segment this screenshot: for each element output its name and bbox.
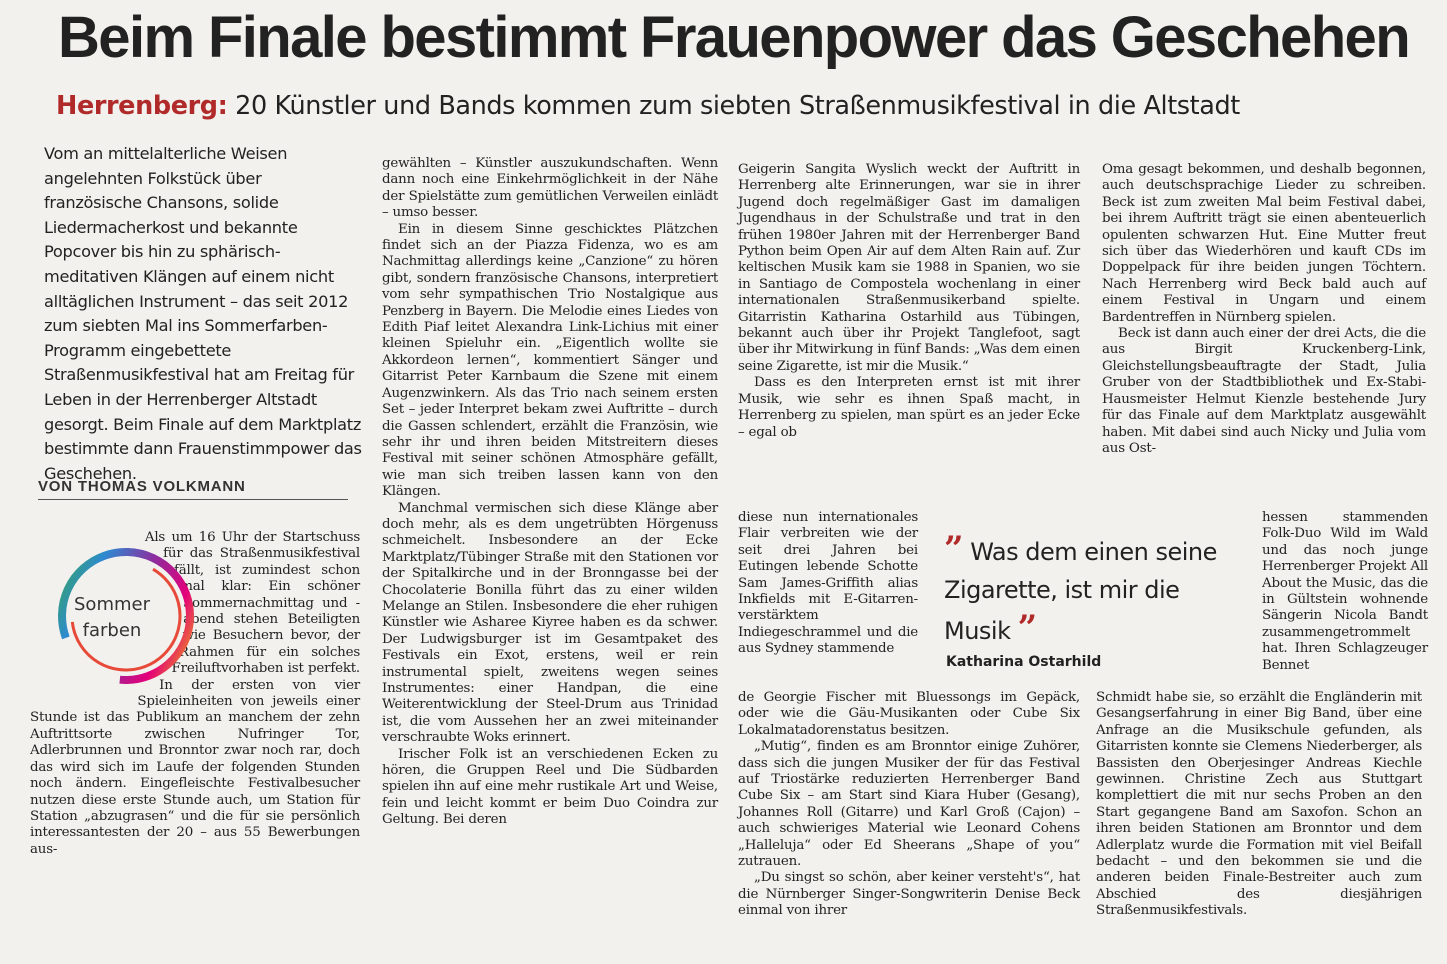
subhead-place: Herrenberg: [56, 91, 228, 121]
quote-author: Katharina Ostarhild [946, 654, 1102, 670]
column-4-top [1102, 162, 1426, 457]
paragraph: Dass es den Interpreten ernst ist mit ihrer Musik, wie sehr es ihnen Spaß macht, in Herrenberg zu spielen, man spürt es an jeder Ecke – egal ob [738, 375, 1080, 440]
paragraph: Beck ist dann auch einer der drei Acts, die die aus Birgit Kruckenberg-Link, Gleichstellungsbeauftragte der Stadt, Julia Gruber von der Stadtbibliothek und Ex-Stabi-Hausmeister Helmut Kienzle bestehende Jury für das Finale auf dem Marktplatz ausgewählt haben. Mit dabei sind auch Nicky und Julia vom aus Ost- [1102, 326, 1426, 456]
paragraph: „Du singst so schön, aber keiner versteht's“, hat die Nürnberger Singer-Songwriterin Denise Beck einmal von ihrer [738, 870, 1080, 919]
paragraph: „Mutig“, finden es am Bronntor einige Zuhörer, dass sich die jungen Musiker der für das Festival auf Triostärke reduzierten Herrenberger Band Cube Six – am Start sind Kiara Huber (Gesang), Johannes Roll (Gitarre) und Karl Groß (Cajon) – auch schwieriges Material wie Leonard Cohens „Halleluja“ oder Ed Sheerans „Shape of you“ zutrauen. [738, 739, 1080, 870]
subhead-text: 20 Künstler und Bands kommen zum siebten Straßenmusikfestival in die Altstadt [227, 91, 1240, 121]
column-2 [382, 156, 718, 829]
paragraph: Irischer Folk ist an verschiedenen Ecken zu hören, die Gruppen Reel und Die Südbarden spielen ihn auf eine mehr rustikale Art und Weise, fein und leicht kommt er beim Duo Coindra zur Geltung. Bei deren [382, 746, 718, 828]
column-4-narrow [1262, 510, 1428, 674]
paragraph: Manchmal vermischen sich diese Klänge aber doch mehr, als es dem ungetrübten Hörgenuss schmeichelt. Insbesondere an der Ecke Marktplatz/Tübinger Straße mit den Stationen vor der Spitalkirche und in der Bronngasse bei der Chocolaterie Bonilla führt das zu einer wilden Melange an Stilen. Insbesondere die eher ruhigen Künstler wie Asharee Kiyree haben es da schwer. Der Ludwigsburger ist im Gesamtpaket des Festivals ein Exot, erstens, weil er rein instrumental spielt, zweitens wegen seines Instrumentes: einer Handpan, die eine Weiterentwicklung der Steel-Drum aus Trinidad ist, die vom Aussehen her an zwei miteinander verschraubte Woks erinnert. [382, 500, 718, 746]
paragraph: Geigerin Sangita Wyslich weckt der Auftritt in Herrenberg alte Erinnerungen, war sie in ihrer Jugend doch regelmäßiger Gast im damaligen Jugendhaus in der Schulstraße und trat in den frühen 1980er Jahren mit der Herrenberger Band Python beim Open Air auf dem Alten Rain auf. Zur keltischen Musik kam sie 1988 in Spanien, wo sie in Santiago de Compostela wochenlang in einer internationalen Straßenmusikerband spielte. Gitarristin Katharina Ostarhild aus Tübingen, bekannt auch über ihr Projekt Tanglefoot, sagt über ihr Mitwirkung in fünf Bands: „Was dem einen seine Zigarette, ist mir die Musik.“ [738, 162, 1080, 374]
quote-text: Was dem einen seine Zigarette, ist mir die Musik [944, 538, 1217, 645]
logo-text-1: Sommer [74, 594, 150, 615]
column-3-bottom [738, 690, 1080, 920]
headline: Beim Finale bestimmt Frauenpower das Geschehen [58, 5, 1410, 70]
logo-text-2: farben [82, 620, 142, 641]
lead-paragraph: Vom an mittelalterliche Weisen angelehnten Folkstück über französische Chansons, solide Liedermacherkost und bekannte Popcover bis hin zu sphärisch-meditativen Klängen auf einem nicht alltäglichen Instrument – das seit 2012 zum siebten Mal ins Sommerfarben-Programm eingebettete Straßenmusikfestival hat am Freitag für Leben in der Herrenberger Altstadt gesorgt. Beim Finale auf dem Marktplatz bestimmte dann Frauenstimmpower das Geschehen. [44, 144, 362, 483]
quote-close-mark: ” [1017, 608, 1037, 648]
column-3-narrow [738, 510, 918, 658]
paragraph: de Georgie Fischer mit Bluessongs im Gepäck, oder wie die Gäu-Musikanten oder Cube Six Lokalmatadorenstatus besitzen. [738, 690, 1080, 738]
subheadline [56, 86, 1436, 126]
paragraph: Schmidt habe sie, so erzählt die Engländerin mit Gesangserfahrung in einer Big Band, über eine Anfrage an die Musikschule gefunden, als Gitarristen konnte sie Clemens Niederberger, als Bassisten den Oberjesinger Andreas Kiechle gewinnen. Christine Zech aus Stuttgart komplettiert die mit nur sechs Proben an den Start gegangene Band am Saxofon. Schon an ihren beiden Stationen am Bronntor und dem Adlerplatz wurde die Formation mit viel Beifall bedacht – und den bekommen sie und die anderen beiden Finale-Bestreiter auch zum Abschied des diesjährigen Straßenmusikfestivals. [1096, 690, 1422, 919]
pull-quote [944, 530, 1234, 650]
paragraph: Oma gesagt bekommen, und deshalb begonnen, auch deutschsprachige Lieder zu schreiben. Beck ist zum zweiten Mal beim Festival dabei, bei ihrem Auftritt trägt sie einen abenteuerlich opulenten schwarzen Hut. Eine Mutter freut sich über das Wiederhören und kauft CDs im Doppelpack für ihre beiden jungen Töchtern. Nach Herrenberg wird Beck bald auch auf einem Festival in Ungarn und einem Bardentreffen in Nürnberg spielen. [1102, 162, 1426, 325]
paragraph: diese nun internationales Flair verbreiten wie der seit drei Jahren bei Eutingen lebende Schotte Sam James-Griffith alias Inkfields mit E-Gitarren-verstärktem Indiegeschrammel und die aus Sydney stammende [738, 510, 918, 657]
sommerfarben-logo [52, 542, 200, 690]
quote-open-mark: ” [944, 529, 964, 569]
paragraph: gewählten – Künstler auszukundschaften. Wenn dann noch eine Einkehrmöglichkeit in der Nähe der Spielstätte zum gemütlichen Verweilen einlädt – umso besser. [382, 156, 718, 221]
paragraph: Ein in diesem Sinne geschicktes Plätzchen findet sich an der Piazza Fidenza, wo es am Nachmittag allerdings keine „Canzione“ zu hören gibt, sondern französische Chansons, interpretiert vom sehr sympathischen Trio Nostalgique aus Penzberg in Bayern. Die Melodie eines Liedes von Edith Piaf leitet Alexandra Link-Lichius mit einer kleinen Spieluhr ein. „Eigentlich wollte sie Akkordeon lernen“, kommentiert Sänger und Gitarrist Peter Karnbaum die Szene mit einem Augenzwinkern. Als das Trio nach seinem ersten Set – jeder Interpret bekam zwei Auftritte – durch die Gassen schlendert, erzählt die Französin, wie sehr ihr und ihren beiden Mitstreitern dieses Festival mit seiner schönen Atmosphäre gefällt, wie man sich treiben lassen kann von den Klängen. [382, 221, 718, 500]
byline: VON THOMAS VOLKMANN [38, 478, 348, 500]
column-3-top [738, 162, 1080, 441]
paragraph: hessen stammenden Folk-Duo Wild im Wald und das noch junge Herrenberger Projekt All About the Music, das die in Gültstein wohnende Sängerin Nicola Bandt zusammengetrommelt hat. Ihren Schlagzeuger Bennet [1262, 510, 1428, 673]
paragraph: Als um 16 Uhr der Startschuss für das Straßenmusikfestival fällt, ist zumindest schon mal klar: Ein schöner Sommernachmittag und -abend stehen Beteiligten wie Besuchern bevor, der Rahmen für ein solches Freiluftvorhaben ist perfekt. In der ersten von vier Spieleinheiten von jeweils einer Stunde ist das Publikum an manchem der zehn Auftrittsorte zwischen Nufringer Tor, Adlerbrunnen und Bronntor zwar noch rar, doch das wird sich im Laufe der folgenden Stunden noch ändern. Eingefleischte Festivalbesucher nutzen diese erste Stunde auch, um Station für Station „abzugrasen“ und die für sie persönlich interessantesten der 20 – aus 55 Bewerbungen aus- [30, 530, 360, 857]
column-4-bottom [1096, 690, 1422, 920]
